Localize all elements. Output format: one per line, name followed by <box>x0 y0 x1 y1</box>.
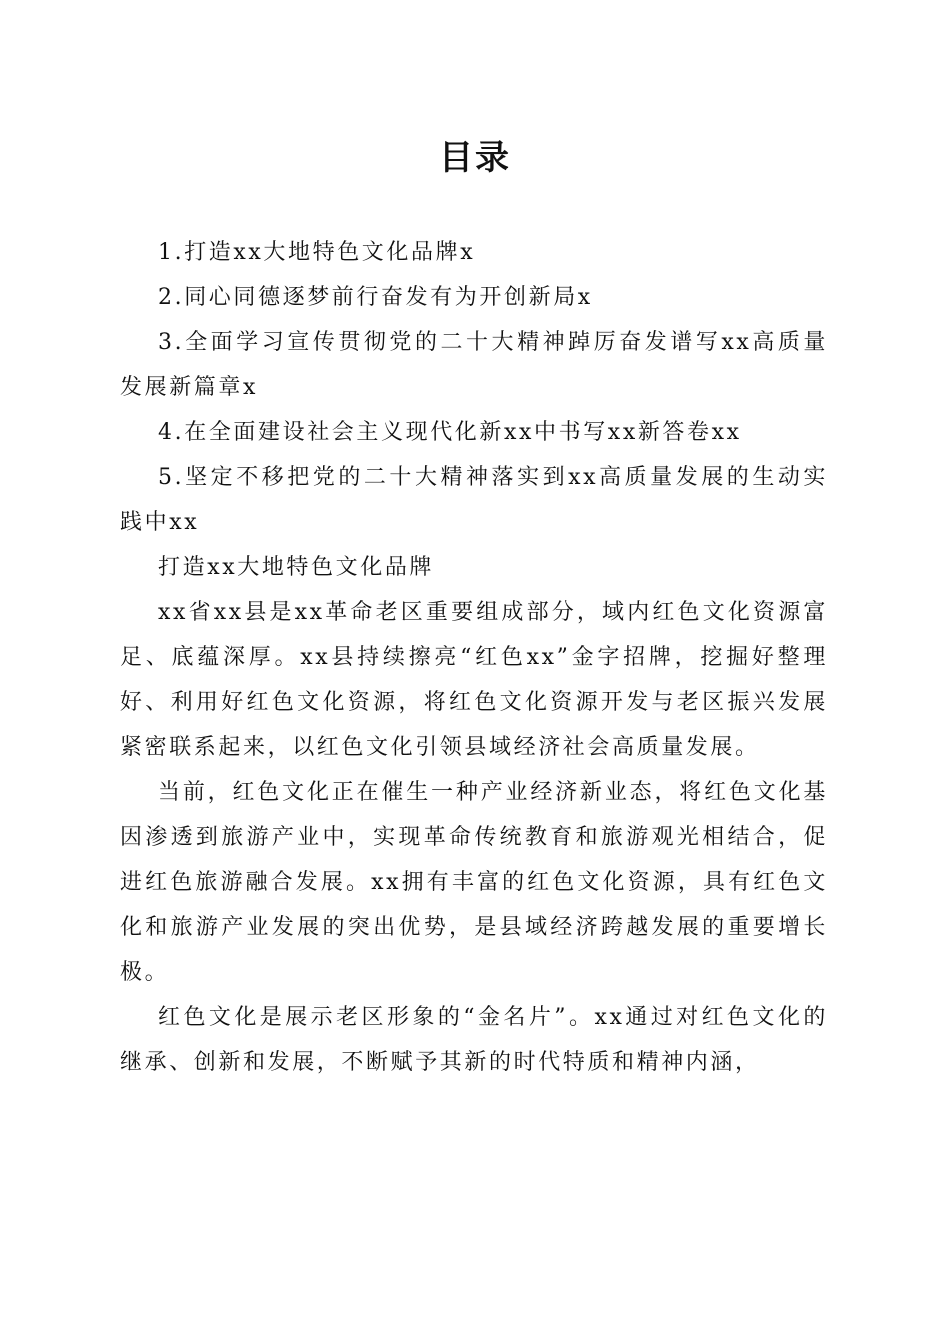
section-heading: 打造xx大地特色文化品牌 <box>158 555 435 580</box>
body-paragraph-3: 红色文化是展示老区形象的“金名片”。xx通过对红色文化的继承、创新和发展，不断赋予其新的时代特质和精神内涵， <box>120 1005 828 1075</box>
toc-item-4: 4.在全面建设社会主义现代化新xx中书写xx新答卷xx <box>158 420 742 445</box>
toc-item-2: 2.同心同德逐梦前行奋发有为开创新局x <box>158 285 593 310</box>
document-title: 目录 <box>439 138 511 178</box>
body-paragraph-2: 当前，红色文化正在催生一种产业经济新业态，将红色文化基因渗透到旅游产业中，实现革命传统教育和旅游观光相结合，促进红色旅游融合发展。xx拥有丰富的红色文化资源，具有红色文化和旅游产业发展的突出优势，是县域经济跨越发展的重要增长极。 <box>120 780 828 985</box>
toc-item-3: 3.全面学习宣传贯彻党的二十大精神踔厉奋发谱写xx高质量发展新篇章x <box>120 330 828 400</box>
toc-item-1: 1.打造xx大地特色文化品牌x <box>158 240 476 265</box>
toc-item-5: 5.坚定不移把党的二十大精神落实到xx高质量发展的生动实践中xx <box>120 465 828 535</box>
body-paragraph-1: xx省xx县是xx革命老区重要组成部分，域内红色文化资源富足、底蕴深厚。xx县持续擦亮“红色xx”金字招牌，挖掘好整理好、利用好红色文化资源，将红色文化资源开发与老区振兴发展紧密联系起来，以红色文化引领县域经济社会高质量发展。 <box>120 600 828 760</box>
document-body <box>120 230 828 1085</box>
